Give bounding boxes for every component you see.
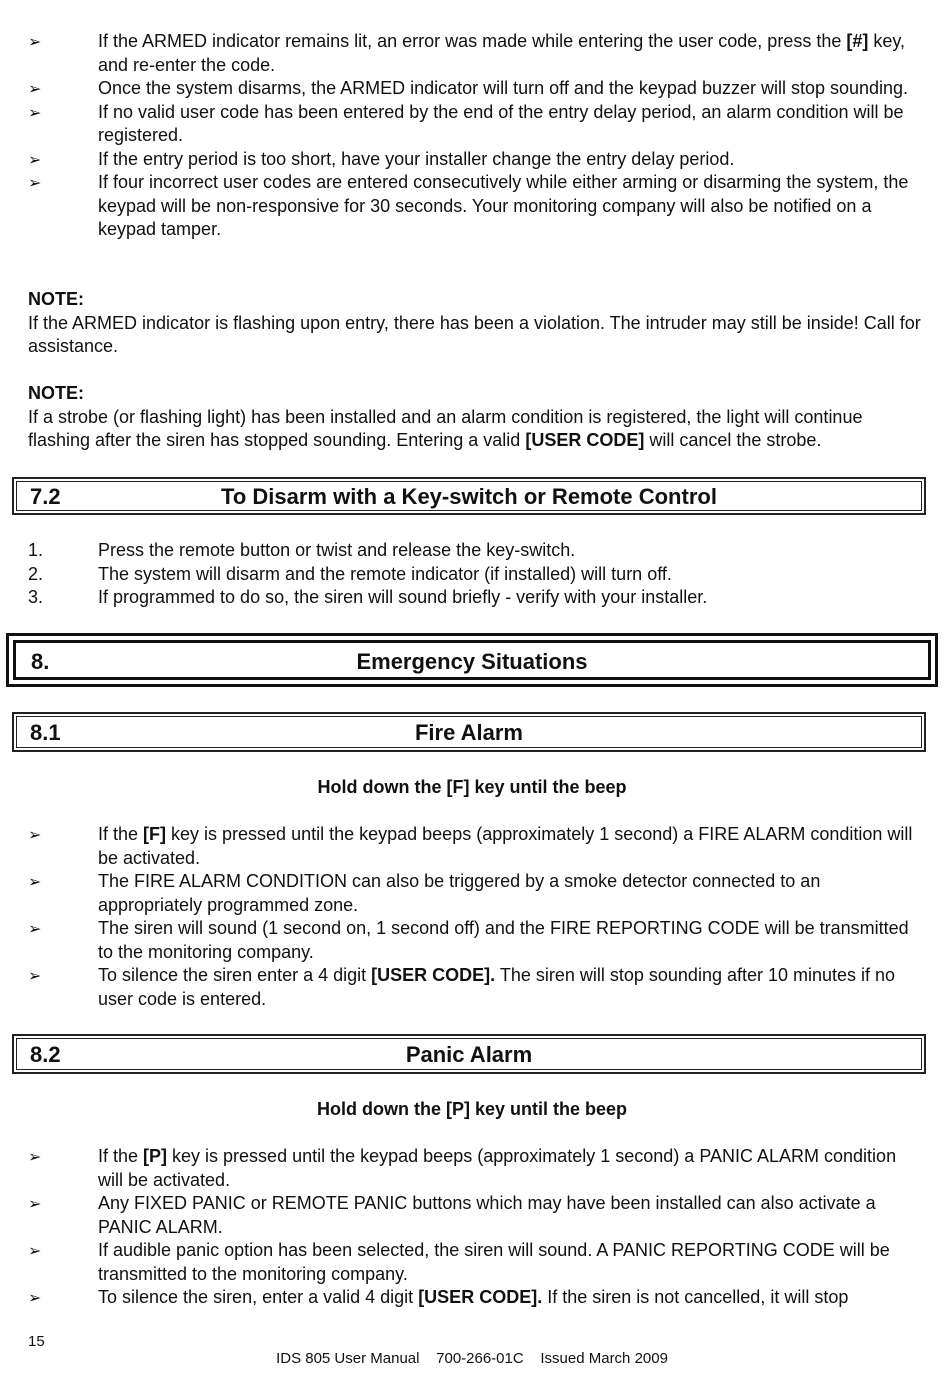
list-item: ➢ If four incorrect user codes are entered consecutively while either arming or disarming the system, the keypad will be non-responsive for 30 seconds. Your monitoring company will also be notified on a keypad tamper.: [28, 172, 909, 239]
fire-alarm-bullets: [28, 823, 918, 1011]
section-heading-8: [6, 633, 938, 687]
step-number: 3.: [28, 587, 44, 607]
section-number: 7.2: [30, 484, 61, 509]
note-armed-flashing: [28, 288, 928, 359]
arrow-bullet-icon: ➢: [28, 872, 42, 891]
list-item: ➢ The siren will sound (1 second on, 1 second off) and the FIRE REPORTING CODE will be transmitted to the monitoring company.: [28, 918, 909, 962]
arrow-bullet-icon: ➢: [28, 1194, 42, 1213]
list-item: ➢ The FIRE ALARM CONDITION can also be triggered by a smoke detector connected to an appropriately programmed zone.: [28, 871, 821, 915]
note-label: NOTE:: [28, 383, 84, 403]
list-item: ➢ If no valid user code has been entered by the end of the entry delay period, an alarm condition will be registered.: [28, 101, 904, 145]
document-footer: IDS 805 User Manual 700-266-01C Issued March 2009: [276, 1350, 668, 1367]
step-number: 1.: [28, 540, 44, 560]
disarm-steps: [28, 539, 918, 610]
section-title: Emergency Situations: [356, 649, 588, 674]
list-item: 1. Press the remote button or twist and release the key-switch.: [28, 539, 918, 563]
arrow-bullet-icon: ➢: [28, 1241, 42, 1260]
arrow-bullet-icon: ➢: [28, 32, 42, 51]
arrow-bullet-icon: ➢: [28, 919, 42, 938]
section-heading-7-2: [12, 477, 926, 515]
note-text: If a strobe (or flashing light) has been installed and an alarm condition is registered, the light will continue flashing after the siren has stopped sounding. Entering a valid [USER CODE] will cancel the strobe.: [28, 406, 863, 450]
section-title: To Disarm with a Key-switch or Remote Control: [221, 484, 717, 509]
arrow-bullet-icon: ➢: [28, 825, 42, 844]
arrow-bullet-icon: ➢: [28, 79, 42, 98]
list-item: ➢ If the [P] key is pressed until the keypad beeps (approximately 1 second) a PANIC ALARM condition will be activated.: [28, 1146, 897, 1190]
list-item: ➢ If the [F] key is pressed until the keypad beeps (approximately 1 second) a FIRE ALARM condition will be activated.: [28, 824, 913, 868]
entry-bullets: [28, 30, 918, 242]
note-label: NOTE:: [28, 289, 84, 309]
panic-alarm-bullets: [28, 1145, 918, 1310]
arrow-bullet-icon: ➢: [28, 173, 42, 192]
arrow-bullet-icon: ➢: [28, 102, 42, 122]
arrow-bullet-icon: ➢: [28, 1147, 42, 1166]
section-heading-8-1: [12, 712, 926, 752]
list-item: ➢ If audible panic option has been selected, the siren will sound. A PANIC REPORTING CODE will be transmitted to the monitoring company.: [28, 1240, 890, 1284]
fire-alarm-subtitle: Hold down the [F] key until the beep: [317, 777, 627, 797]
arrow-bullet-icon: ➢: [28, 149, 42, 169]
section-number: 8.: [31, 649, 50, 674]
step-number: 2.: [28, 563, 44, 584]
list-item: ➢ Any FIXED PANIC or REMOTE PANIC buttons which may have been installed can also activate a PANIC ALARM.: [28, 1193, 876, 1237]
section-title: Fire Alarm: [414, 720, 523, 745]
list-item: 3. If programmed to do so, the siren will sound briefly - verify with your installer.: [28, 586, 918, 610]
arrow-bullet-icon: ➢: [28, 1288, 42, 1307]
list-item: ➢ To silence the siren, enter a valid 4 digit [USER CODE]. If the siren is not cancelled, it will stop: [28, 1286, 918, 1310]
panic-alarm-subtitle: Hold down the [P] key until the beep: [316, 1099, 627, 1119]
section-heading-8-2: [12, 1034, 926, 1074]
list-item: ➢ To silence the siren enter a 4 digit [USER CODE]. The siren will stop sounding after 10 minutes if no user code is entered.: [28, 965, 896, 1009]
list-item: ➢ If the entry period is too short, have your installer change the entry delay period.: [28, 148, 918, 172]
note-strobe: [28, 382, 928, 453]
page-number: 15: [28, 1333, 45, 1350]
list-item: ➢ If the ARMED indicator remains lit, an error was made while entering the user code, press the [#] key, and re-enter the code.: [28, 31, 906, 75]
section-title: Panic Alarm: [405, 1042, 533, 1067]
section-number: 8.1: [30, 720, 61, 745]
section-number: 8.2: [30, 1042, 61, 1067]
arrow-bullet-icon: ➢: [28, 966, 42, 985]
note-text: If the ARMED indicator is flashing upon entry, there has been a violation. The intruder may still be inside! Call for assistance.: [28, 312, 921, 356]
list-item: ➢ Once the system disarms, the ARMED indicator will turn off and the keypad buzzer will stop sounding.: [28, 77, 918, 101]
list-item: 2. The system will disarm and the remote indicator (if installed) will turn off.: [28, 563, 918, 587]
